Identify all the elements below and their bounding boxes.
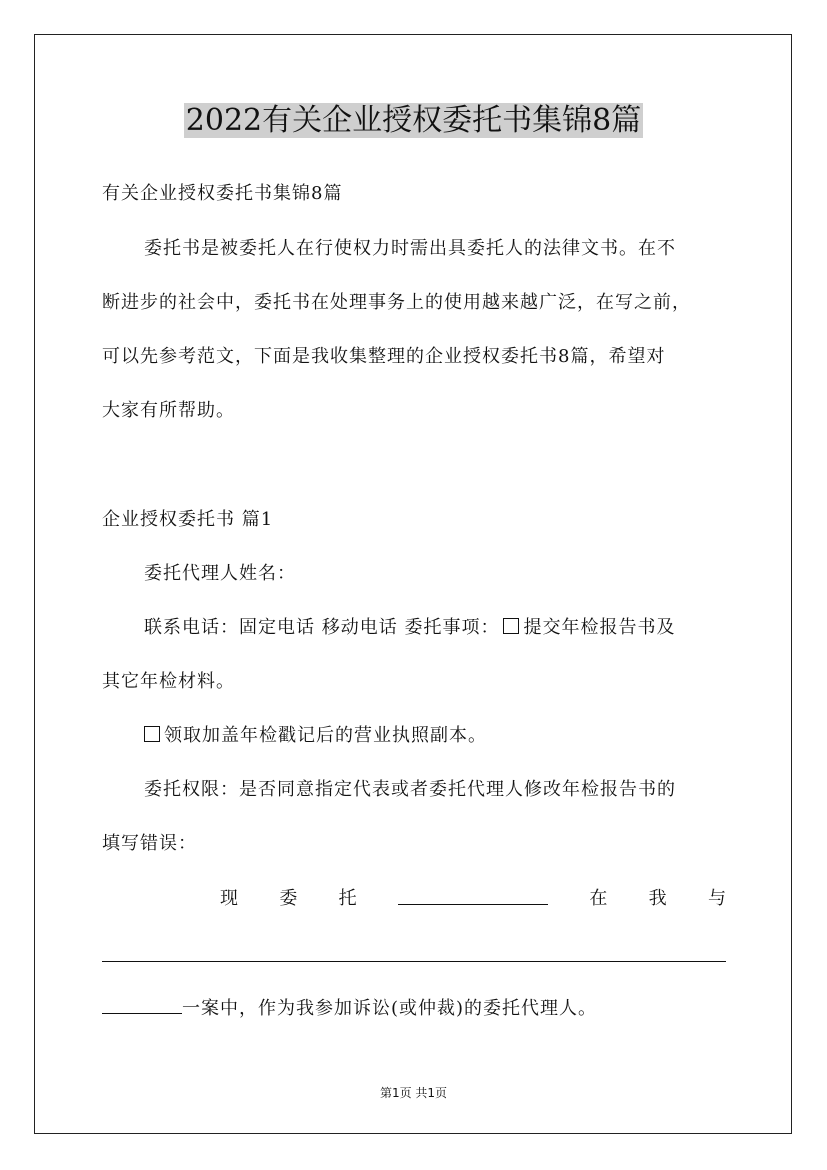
page-footer: 第1页 共1页: [379, 1086, 448, 1100]
authority-line: 委托权限：是否同意指定代表或者委托代理人修改年检报告书的: [144, 779, 676, 800]
authority-line-cont: 填写错误：: [102, 833, 197, 854]
final-line-text: 一案中，作为我参加诉讼(或仲裁)的委托代理人。: [182, 998, 598, 1019]
checkbox-1[interactable]: [503, 618, 519, 634]
spread-word-4: 在: [589, 888, 608, 909]
document-title: [0, 98, 827, 144]
blank-field-1[interactable]: [398, 886, 548, 905]
spread-word-5: 我: [648, 888, 667, 909]
delegation-line: [220, 886, 726, 912]
contact-line: [144, 615, 726, 641]
section-heading: 企业授权委托书 篇1: [102, 509, 274, 530]
contact-line-text: 联系电话：固定电话 移动电话 委托事项：: [144, 617, 500, 638]
contact-line-cont: 其它年检材料。: [102, 671, 235, 692]
checkbox-line-2: [144, 723, 726, 749]
intro-line-2: 断进步的社会中，委托书在处理事务上的使用越来越广泛，在写之前，: [102, 292, 691, 313]
agent-name-label: 委托代理人姓名：: [144, 563, 296, 584]
intro-line-4: 大家有所帮助。: [102, 400, 235, 421]
intro-line-1: 委托书是被委托人在行使权力时需出具委托人的法律文书。在不: [144, 238, 676, 259]
blank-field-3[interactable]: [102, 995, 182, 1014]
checkbox-2[interactable]: [144, 726, 160, 742]
spread-word-2: 委: [279, 888, 298, 909]
intro-line-3: 可以先参考范文，下面是我收集整理的企业授权委托书8篇，希望对: [102, 346, 666, 367]
checkbox-item-2-text: 领取加盖年检戳记后的营业执照副本。: [164, 725, 487, 746]
spread-word-6: 与: [707, 888, 726, 909]
final-line: [102, 995, 726, 1022]
contact-line-item: 提交年检报告书及: [523, 617, 676, 638]
spread-word-1: 现: [220, 888, 238, 909]
document-title-text: 2022有关企业授权委托书集锦8篇: [185, 103, 642, 138]
blank-field-2[interactable]: [102, 961, 726, 962]
document-subtitle: 有关企业授权委托书集锦8篇: [102, 183, 343, 204]
spread-word-3: 托: [338, 888, 357, 909]
